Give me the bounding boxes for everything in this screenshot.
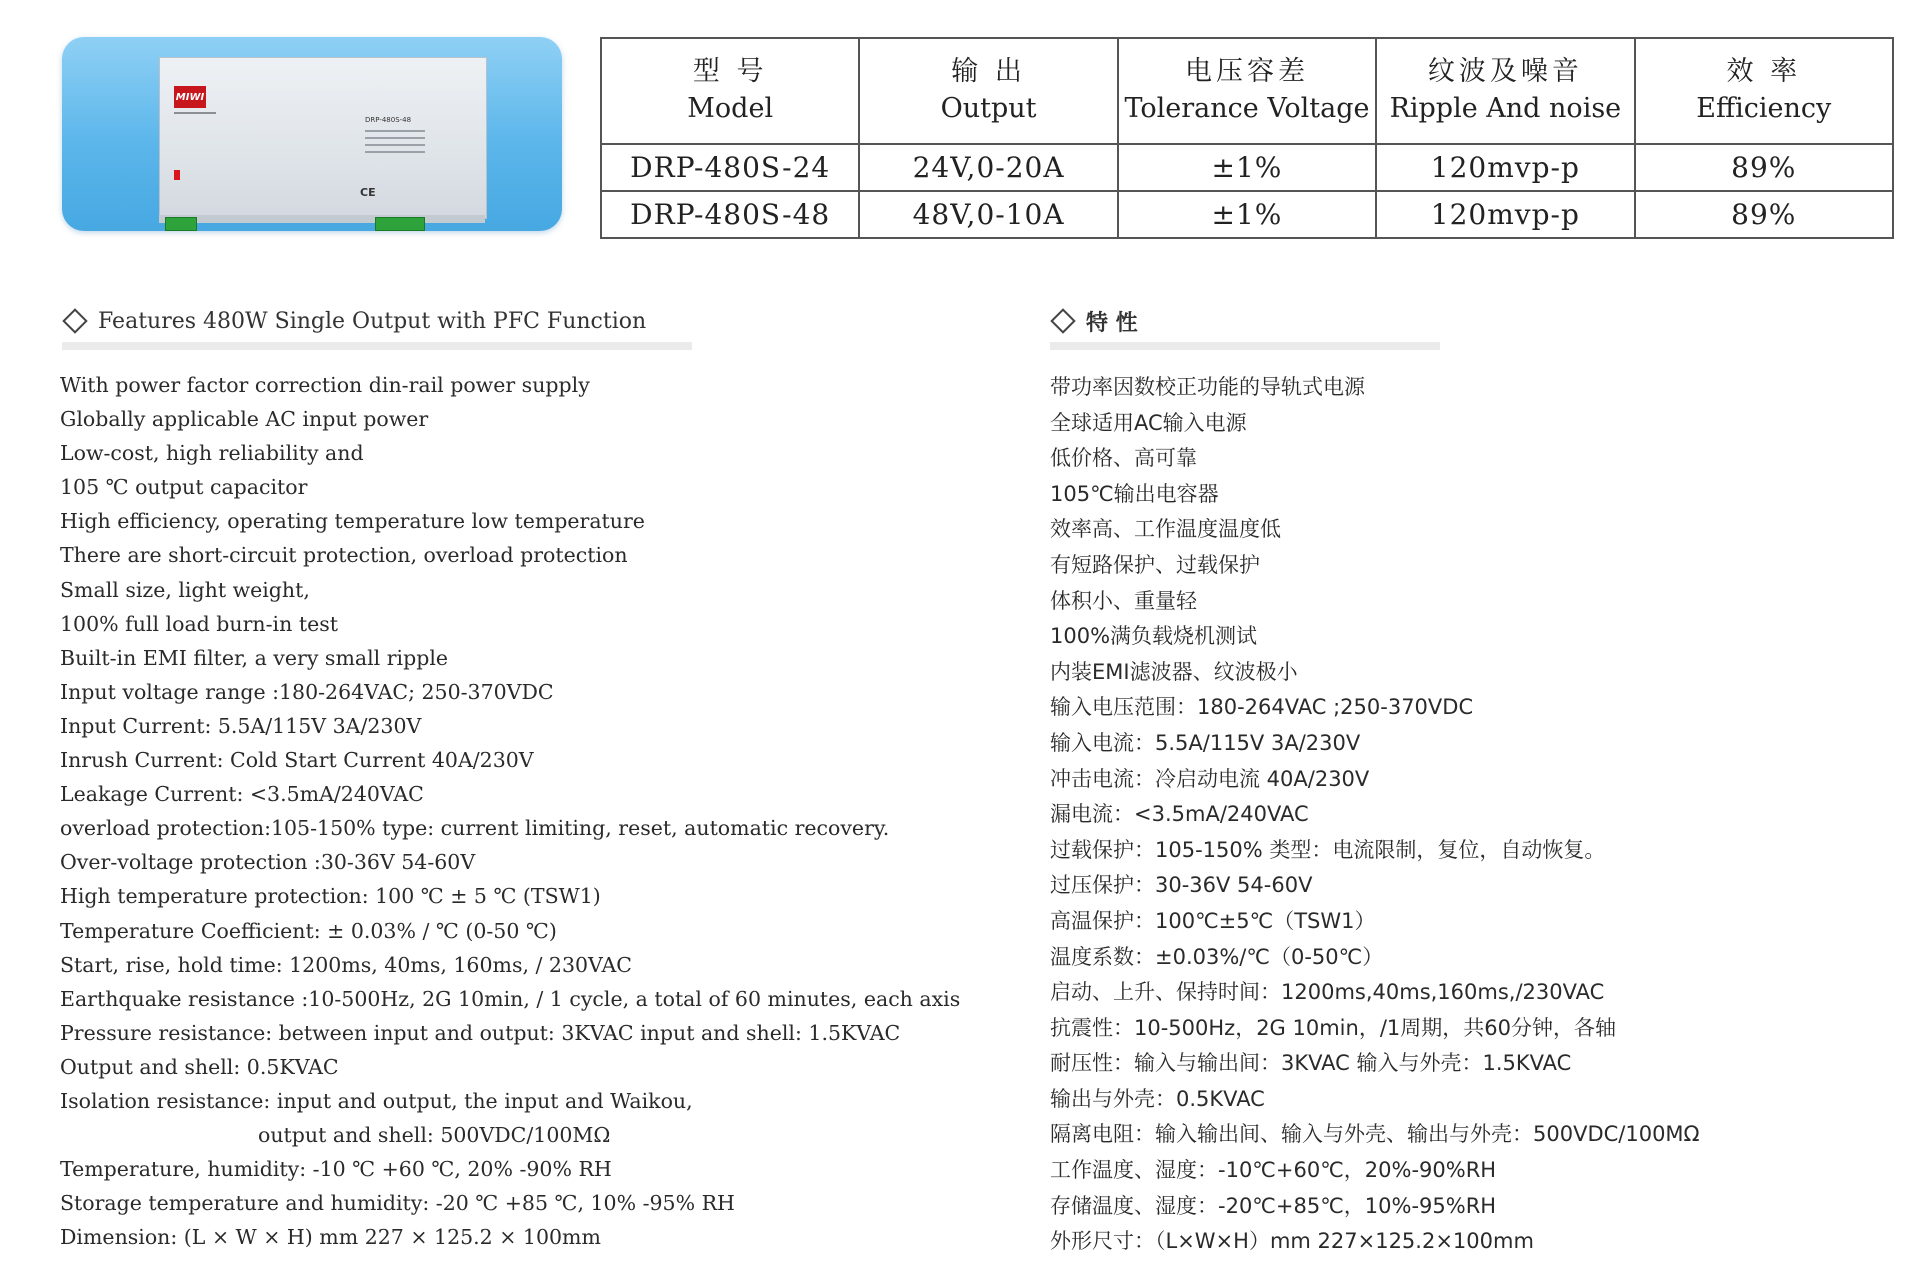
unit-spec-lines — [365, 130, 425, 158]
features-en-title: Features 480W Single Output with PFC Function — [98, 308, 647, 334]
header-model — [601, 38, 859, 144]
list-item: 100% full load burn-in test — [60, 611, 338, 636]
list-item: Pressure resistance: between input and output: 3KVAC input and shell: 1.5KVAC — [60, 1020, 901, 1045]
list-item: 启动、上升、保持时间：1200ms,40ms,160ms,/230VAC — [1050, 980, 1605, 1005]
cell-model: DRP-480S-24 — [601, 144, 859, 191]
power-supply-unit — [159, 57, 487, 219]
header-zh: 纹波及噪音 — [1427, 56, 1583, 87]
list-item: 100%满负载烧机测试 — [1050, 624, 1258, 649]
spec-table — [600, 37, 1894, 239]
list-item: High efficiency, operating temperature low temperature — [60, 509, 645, 534]
list-item: Input voltage range :180-264VAC; 250-370VDC — [60, 679, 554, 704]
list-item: 外形尺寸：（L×W×H）mm 227×125.2×100mm — [1050, 1229, 1534, 1254]
features-en-divider — [62, 342, 692, 350]
header-ripple — [1376, 38, 1634, 144]
list-item: 带功率因数校正功能的导轨式电源 — [1050, 375, 1365, 399]
list-item: 抗震性：10-500Hz，2G 10min，/1周期，共60分钟，各轴 — [1050, 1015, 1616, 1040]
list-item: 温度系数：±0.03%/℃（0-50℃） — [1050, 944, 1384, 969]
list-item: 过压保护：30-36V 54-60V — [1050, 873, 1313, 898]
product-photo — [62, 37, 562, 231]
list-item: 输入电压范围：180-264VAC ;250-370VDC — [1050, 695, 1474, 720]
brand-logo: MIWI — [174, 86, 206, 108]
header-zh: 输 出 — [951, 56, 1026, 87]
list-item: 105℃输出电容器 — [1050, 481, 1219, 506]
list-item: overload protection:105-150% type: current limiting, reset, automatic recovery. — [60, 816, 890, 841]
list-item: Input Current: 5.5A/115V 3A/230V — [60, 713, 422, 738]
terminal-block-left — [165, 217, 197, 231]
list-item: Inrush Current: Cold Start Current 40A/230V — [60, 748, 534, 773]
cell-tolerance: ±1% — [1118, 191, 1376, 238]
cell-efficiency: 89% — [1635, 191, 1893, 238]
features-en-list — [60, 368, 960, 1254]
cell-ripple: 120mvp-p — [1376, 144, 1634, 191]
cell-tolerance: ±1% — [1118, 144, 1376, 191]
header-en: Model — [687, 93, 774, 124]
table-row — [601, 144, 1893, 191]
features-zh-divider — [1050, 342, 1440, 350]
list-item: Globally applicable AC input power — [60, 407, 429, 432]
list-item: Dimension: (L × W × H) mm 227 × 125.2 × 100mm — [60, 1225, 601, 1250]
header-en: Ripple And noise — [1389, 93, 1622, 124]
diamond-icon — [1050, 308, 1075, 333]
logo-subline — [174, 112, 216, 114]
cell-ripple: 120mvp-p — [1376, 191, 1634, 238]
list-item: Output and shell: 0.5KVAC — [60, 1054, 339, 1079]
terminal-block-right — [375, 217, 425, 231]
list-item: With power factor correction din-rail power supply — [60, 373, 590, 397]
header-en: Tolerance Voltage — [1124, 93, 1370, 124]
list-item: 冲击电流：冷启动电流 40A/230V — [1050, 766, 1370, 791]
list-item: 输入电流：5.5A/115V 3A/230V — [1050, 730, 1361, 755]
table-row — [601, 191, 1893, 238]
list-item: 输出与外壳：0.5KVAC — [1050, 1086, 1265, 1111]
header-en: Efficiency — [1696, 93, 1832, 124]
list-item: Temperature Coefficient: ± 0.03% / ℃ (0-50 ℃) — [60, 918, 557, 943]
list-item: Start, rise, hold time: 1200ms, 40ms, 160ms, / 230VAC — [60, 952, 632, 977]
list-item: 105 ℃ output capacitor — [60, 475, 308, 500]
list-item: 有短路保护、过载保护 — [1050, 552, 1260, 577]
header-zh: 型 号 — [692, 56, 768, 87]
list-item: 内装EMI滤波器、纹波极小 — [1050, 659, 1298, 684]
list-item: 全球适用AC输入电源 — [1050, 410, 1247, 435]
unit-base — [159, 215, 485, 223]
list-item: 效率高、工作温度温度低 — [1050, 517, 1281, 542]
list-item: High temperature protection: 100 ℃ ± 5 ℃ (TSW1) — [60, 884, 601, 909]
list-item: Small size, light weight, — [60, 577, 310, 602]
list-item: 低价格、高可靠 — [1050, 446, 1197, 471]
list-item: 高温保护：100℃±5℃（TSW1） — [1050, 908, 1376, 933]
list-item: Low-cost, high reliability and — [60, 441, 364, 466]
features-zh-title: 特 性 — [1086, 310, 1138, 336]
list-item: Over-voltage protection :30-36V 54-60V — [60, 850, 476, 875]
header-zh: 电压容差 — [1184, 56, 1309, 87]
list-item: 过载保护：105-150% 类型：电流限制，复位，自动恢复。 — [1050, 837, 1606, 862]
cell-output: 24V,0-20A — [859, 144, 1117, 191]
header-output — [859, 38, 1117, 144]
list-item: Earthquake resistance :10-500Hz, 2G 10min, / 1 cycle, a total of 60 minutes, each axis — [60, 986, 961, 1011]
header-en: Output — [940, 93, 1037, 124]
list-item: 体积小、重量轻 — [1050, 588, 1197, 613]
unit-model-label: DRP-480S-48 — [365, 116, 412, 124]
features-zh-header — [1050, 306, 1138, 336]
list-item: 隔离电阻：输入输出间、输入与外壳、输出与外壳：500VDC/100MΩ — [1050, 1122, 1700, 1147]
table-header-row — [601, 38, 1893, 144]
ce-mark: CE — [360, 186, 376, 199]
list-item: 存储温度、湿度：-20℃+85℃，10%-95%RH — [1050, 1193, 1497, 1218]
indicator-led — [174, 170, 180, 180]
features-en-header — [62, 306, 646, 336]
list-item: 工作温度、湿度：-10℃+60℃，20%-90%RH — [1050, 1158, 1497, 1183]
list-item: Built-in EMI filter, a very small ripple — [60, 645, 449, 670]
header-tolerance — [1118, 38, 1376, 144]
features-zh-list — [1050, 370, 1700, 1260]
cell-output: 48V,0-10A — [859, 191, 1117, 238]
list-item: Temperature, humidity: -10 ℃ +60 ℃, 20% -90% RH — [60, 1157, 612, 1182]
header-zh: 效 率 — [1726, 56, 1802, 87]
list-item: Storage temperature and humidity: -20 ℃ +85 ℃, 10% -95% RH — [60, 1191, 735, 1216]
list-item: Isolation resistance: input and output, the input and Waikou, — [60, 1088, 693, 1113]
cell-efficiency: 89% — [1635, 144, 1893, 191]
list-item: There are short-circuit protection, overload protection — [60, 543, 628, 568]
header-efficiency — [1635, 38, 1893, 144]
diamond-icon — [62, 308, 87, 333]
list-item: Leakage Current: <3.5mA/240VAC — [60, 782, 424, 807]
cell-model: DRP-480S-48 — [601, 191, 859, 238]
list-item: output and shell: 500VDC/100MΩ — [258, 1123, 611, 1148]
list-item: 漏电流：<3.5mA/240VAC — [1050, 802, 1309, 827]
list-item: 耐压性：输入与输出间：3KVAC 输入与外壳：1.5KVAC — [1050, 1051, 1572, 1076]
